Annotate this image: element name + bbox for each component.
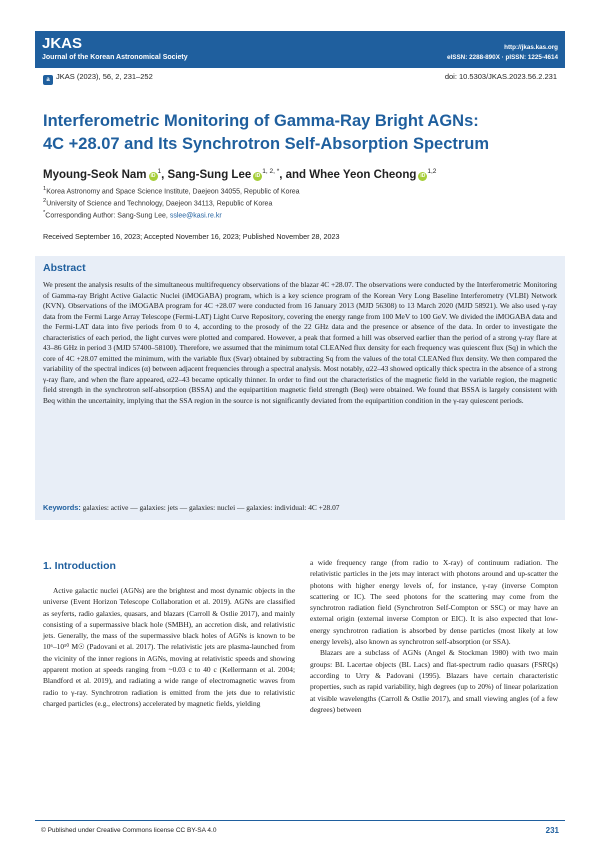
body-column-right — [310, 557, 558, 715]
abstract-text: We present the analysis results of the simultaneous multifrequency observations of the blazar 4C +28.07. The observations were conducted by the Interferometric Monitoring of Gamma-ray Bright Active Galactic Nuclei (iMOGABA) program, which is a key science program of the Korean Very Long Baseline Interferometry (VLBI) Network (KVN). Observations of the iMOGABA program for 4C +28.07 were conducted from 16 January 2013 (MJD 56308) to 13 March 2020 (MJD 58921). We also used γ-ray data from the Fermi Large Array Telescope (Fermi-LAT) Light Curve Repository, covering the energy range from 100 MeV to 100 GeV. We divided the iMOGABA data and the Fermi-LAT data into five periods from 0 to 4, according to the prosody of the 22 GHz data and the presence or absence of the data. In order to investigate the characteristics of each period, the light curves were plotted and compared. However, a peak that formed a hill was observed earlier than the period of a strong γ-ray flare at 43–86 GHz in period 3 (MJD 57400–58100). Therefore, we assumed that the minimum total CLEANed flux density for each frequency was quiescent flux (Sq) in which the core of 4C +28.07 emitted the minimum, with the variable flux (Svar) obtained by subtracting Sq from the values of the total CLEANed flux density. We then compared the variability of the spectral indices (α) between adjacent frequencies through a spectral analysis. Most notably, α22–43 showed optically thick spectra in the absence of a strong γ-ray flare, and when the flare appeared, α22–43 became optically thinner. In order to find out the characteristics of the magnetic field in the variable region, the magnetic field strength in the synchrotron self-absorption (BSSA) and the equipartition magnetic field strength (Beq) were obtained. We found that BSSA is largely consistent with Beq within the uncertainity, implying that the SSA region in the source is not significantly deviated from the equipartition condition in the γ-ray quiescent periods. — [43, 280, 557, 405]
journal-url[interactable]: http://jkas.kas.org — [504, 44, 558, 51]
author-affiliation-mark: 1 — [157, 168, 162, 175]
journal-issn: eISSN: 2288-890X · pISSN: 1225-4614 — [447, 54, 558, 61]
author-separator: , — [161, 168, 168, 181]
paper-title — [43, 110, 563, 156]
paragraph: Active galactic nuclei (AGNs) are the brightest and most dynamic objects in the universe (Event Horizon Telescope Collaboration et al. 2019). AGNs are classified as seyferts, radio galaxies, quasars, and blazars (Carroll & Ostlie 2017), and mainly consisting of a supermassive black hole (SMBH), an accretion disk, and relativistic jets. Generally, the mass of the supermassive black holes of AGNs is known to be 10⁶–10¹⁰ M☉ (Padovani et al. 2017). The relativistic jets are plasma-launched from the vicinity of the inner regions in AGNs, moving at relativistic speeds and showing apparent motion at speeds ranging from ~0.03 c to 40 c (Kellermann et al. 2004; Blandford et al. 2019), and radiating a wide range of electromagnetic waves from radio to γ-ray. Synchrotron radiation is emitted from the jets due to relativistic charged particles (e.g., electrons) accelerated by magnetic fields, yielding — [43, 586, 295, 708]
keywords-line — [43, 503, 339, 512]
journal-name: Journal of the Korean Astronomical Society — [42, 54, 188, 61]
paper-title-line-2: 4C +28.07 and Its Synchrotron Self-Absorption Spectrum — [43, 135, 490, 153]
keywords-text: galaxies: active — galaxies: jets — galaxies: nuclei — galaxies: individual: 4C +28.07 — [82, 503, 340, 512]
author-separator: , and — [279, 168, 310, 181]
abstract-heading: Abstract — [43, 262, 86, 274]
journal-header — [35, 31, 565, 68]
author-name: Myoung-Seok Nam — [43, 168, 147, 181]
citation-line — [43, 72, 153, 85]
orcid-icon[interactable]: iD — [420, 172, 426, 179]
page-footer — [35, 820, 565, 835]
corresponding-author: *Corresponding Author: Sang-Sung Lee, sslee@kasi.re.kr — [43, 210, 222, 220]
citation-text: JKAS (2023), 56, 2, 231–252 — [56, 72, 153, 81]
author-name: Sang-Sung Lee — [167, 168, 252, 181]
paragraph: Blazars are a subclass of AGNs (Angel & Stockman 1980) with two main groups: BL Lacertae objects (BL Lacs) and flat-spectrum radio quasars (FSRQs) according to Urry & Padovani (1995). Blazars have certain characteristic properties, such as rapid variability, high degrees (up to 20%) of linear polarization at visible wavelengths (Carroll & Ostlie 2017), and small viewing angles (of a few degrees) between — [310, 648, 558, 714]
author-name: Whee Yeon Cheong — [309, 168, 417, 181]
affiliation-1: $^1$Korea Astronomy and Space Science Institute, Daejeon 34055, Republic of Korea — [43, 186, 300, 196]
page-number: 231 — [545, 826, 559, 835]
author-list — [43, 168, 436, 181]
license-text: © Published under Creative Commons license CC BY-SA 4.0 — [41, 827, 217, 834]
orcid-icon[interactable]: iD — [150, 172, 156, 179]
paragraph: a wide frequency range (from radio to X-ray) of continuum radiation. The relativistic particles in the jets may interact with photons around and up-scatter the photons with higher energy levels of, for instance, γ-ray (inverse Compton scattering or IC). The seed photons for the scattering may come from the synchrotron radiation field (Synchrotron Self-Compton or SSC) or may have an external origin (external inverse Compton or EIC). It is also expected that low-energy synchrotron radiation is absorbed by dense particles (most likely at low energy levels), also known as synchrotron self-absorption (or SSA). — [310, 558, 558, 647]
orcid-icon[interactable]: iD — [255, 172, 261, 179]
paper-title-line-1: Interferometric Monitoring of Gamma-Ray Bright AGNs: — [43, 112, 479, 130]
journal-abbr: JKAS — [42, 35, 83, 52]
author-affiliation-mark: 1,2 — [427, 168, 437, 175]
section-heading: 1. Introduction — [43, 560, 116, 572]
doi-link[interactable]: doi: 10.5303/JKAS.2023.56.2.231 — [444, 72, 557, 81]
open-access-icon: a — [43, 75, 53, 85]
email-link[interactable]: sslee@kasi.re.kr — [169, 212, 222, 220]
affiliation-2: $^2$University of Science and Technology, Daejeon 34113, Republic of Korea — [43, 198, 273, 208]
body-column-left — [43, 585, 295, 709]
author-affiliation-mark: 1, 2, * — [262, 168, 280, 175]
keywords-label: Keywords: — [43, 503, 81, 512]
publication-dates: Received September 16, 2023; Accepted November 16, 2023; Published November 28, 2023 — [43, 232, 340, 241]
